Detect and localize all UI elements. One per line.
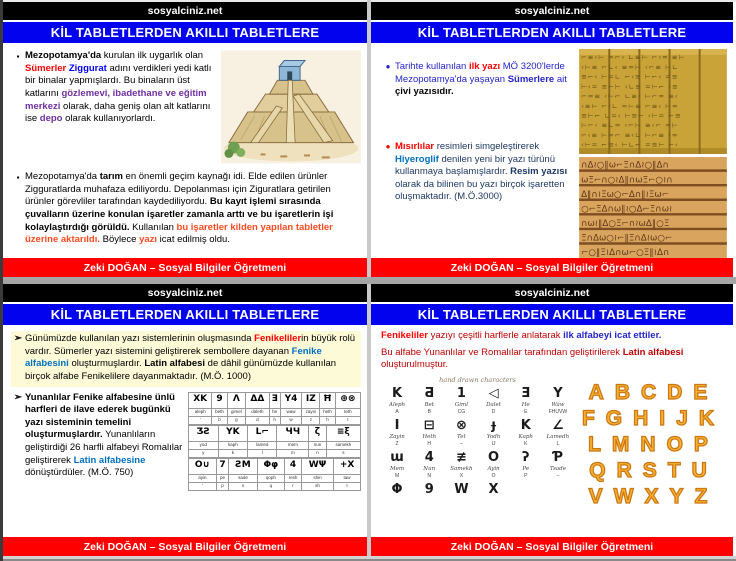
paragraph [381, 347, 725, 372]
text-column [381, 49, 571, 258]
highlighted-paragraph [11, 331, 361, 387]
letter-name: Zayin [389, 433, 405, 440]
letter-name: Samekh [450, 465, 473, 472]
latin-value: O [491, 472, 496, 479]
hand-drawn-glyph: Ƥ [552, 449, 563, 465]
text-segment: gözlemevi, ibadethane ve eğitim merkezi [25, 87, 207, 112]
text-segment: oluşturulmuştur. [381, 359, 449, 371]
slide-bottom-left [3, 284, 367, 556]
phoenician-glyph: O∪ [189, 458, 217, 474]
hand-drawn-glyph: K [520, 417, 531, 433]
hand-drawn-glyph: Ƌ [424, 385, 435, 401]
letter-name: sade [229, 474, 258, 482]
svg-text:‹⊢= ⌐≡‹ ⊢∟⌐ =≡⊢ ⌐‹: ‹⊢= ⌐≡‹ ⊢∟⌐ =≡⊢ ⌐‹ [581, 141, 679, 150]
round-bullet-icon: ● [385, 141, 391, 151]
text-segment: Mezopotamya'da [25, 50, 102, 61]
slide-title-bar [3, 304, 367, 325]
text-segment: Sümerlere [507, 73, 555, 85]
latin-row: ABCDE [588, 380, 719, 404]
phoenician-glyph: WΨ [301, 458, 333, 474]
slide-bottom-right [371, 284, 733, 556]
letter-name: beth [212, 408, 227, 416]
text-segment: Böylece [99, 234, 140, 246]
latin-value: FHUVW [548, 408, 568, 415]
svg-text:⌐‹≡ ⊢=⌐ ≡‹∟ ⊢⌐≡ ‹=: ⌐‹≡ ⊢=⌐ ≡‹∟ ⊢⌐≡ ‹= [581, 131, 679, 140]
text-segment: ilk yazı [468, 61, 501, 72]
latin-value: M [394, 472, 400, 479]
hand-drawn-glyph: ⊟ [423, 417, 435, 433]
latin-value: L [556, 440, 560, 447]
slide-footer-bar [371, 258, 733, 277]
svg-text:⊢‹= ≡⌐⊢ ‹∟≡ =⊢⌐ ‹≡: ⊢‹= ≡⌐⊢ ‹∟≡ =⊢⌐ ‹≡ [581, 82, 679, 91]
letter-name: samekh [326, 441, 360, 449]
letter-name: taw [334, 474, 361, 482]
site-banner [3, 2, 367, 20]
latin-value: s [229, 482, 258, 490]
letter-name: Waw [551, 401, 565, 408]
text-segment: Bu alfabe Yunanlılar ve Romalılar tarafından geliştirilerek [381, 346, 623, 358]
text-segment: en önemli geçim kaynağı idi. Elde edilen ürünler Zigguratlarda muhafaza ediliyordu. Depolanması için Ziguratlara getirilen ürünler görevliler tarafından kaydediliyordu. [25, 171, 331, 208]
svg-text:○⌐ΞΔ∩ω∥≀○Δ⌐Ξ∩ω≀: ○⌐ΞΔ∩ω∥≀○Δ⌐Ξ∩ω≀ [581, 204, 673, 215]
text-segment: yazı [139, 234, 158, 246]
text-segment: Resim yazısı [510, 166, 568, 178]
hand-drawn-characters-chart [381, 376, 574, 510]
hand-drawn-glyph: 1 [456, 385, 466, 401]
svg-text:⊢⌐‹ ≡∟= ‹⌐⊢ ≡‹⌐ =⊢: ⊢⌐‹ ≡∟= ‹⌐⊢ ≡‹⌐ =⊢ [581, 121, 679, 130]
chart-caption: hand drawn characters [439, 375, 516, 384]
bullet-text [395, 61, 571, 99]
slide-body [3, 43, 367, 258]
latin-value: n [309, 449, 326, 457]
text-segment: Bu kayıt işlemi sırasında çuvalların üzerine konulan işaretler zamanla arttı ve bu işaretlerin işi kolaylaştırdığı görüldü. [25, 196, 334, 233]
letter-name: resh [285, 474, 302, 482]
text-segment: Kullanılan [129, 221, 177, 233]
text-segment: Fenike alfabesini [25, 345, 322, 370]
latin-value: q [257, 482, 284, 490]
text-segment: olarak da bilinen bu yazı birçok işaretten oluşmaktadır. (M.Ö.3000) [395, 178, 565, 203]
svg-text:∩Δ≀○∥ω⌐Ξ∩Δ≀○∥Δ∩: ∩Δ≀○∥ω⌐Ξ∩Δ≀○∥Δ∩ [581, 160, 669, 171]
text-segment: Mezopotamya'da [25, 171, 100, 182]
phoenician-glyph: YK [218, 425, 248, 441]
letter-name: Kaph [518, 433, 533, 440]
paragraph [381, 330, 725, 343]
svg-text:⌐≡‹⊢ =⌐‹ ∟≡⊢ ⌐‹= ≡⊢: ⌐≡‹⊢ =⌐‹ ∟≡⊢ ⌐‹= ≡⊢ [581, 53, 686, 62]
letter-name: Heth [422, 433, 437, 440]
latin-value: IJ [491, 440, 496, 447]
text-segment: Hiyeroglif [395, 153, 439, 165]
letter-name: pe [216, 474, 229, 482]
latin-value: k [218, 449, 248, 457]
svg-text:⌐○∥Ξ≀Δ∩ω⌐○Ξ∥≀Δ∩: ⌐○∥Ξ≀Δ∩ω⌐○Ξ∥≀Δ∩ [581, 248, 670, 258]
latin-value: y [189, 449, 219, 457]
content-row [11, 50, 361, 164]
letter-name: zayin [302, 408, 320, 416]
latin-value: X [459, 472, 464, 479]
latin-value: ' [189, 482, 217, 490]
site-name: sosyalciniz.net [147, 5, 223, 17]
hand-drawn-glyph: ɯ [390, 449, 404, 465]
phoenician-glyph: Y4 [280, 392, 302, 408]
latin-row: QRSTU [589, 458, 718, 482]
cuneiform-tablet-image [577, 49, 729, 154]
latin-value: z [302, 416, 320, 424]
latin-value: sh [301, 482, 333, 490]
bullet-text [395, 141, 571, 204]
letter-name: heth [320, 408, 335, 416]
letter-name: He [521, 401, 530, 408]
latin-value: h [269, 416, 280, 424]
letter-name: Ayin [487, 465, 500, 472]
text-segment: Fenikeliler [254, 333, 302, 344]
site-name: sosyalciniz.net [514, 5, 590, 17]
text-segment: Yunanlıların geliştirdiği 26 harfli alfabeyi Romalılar geliştirerek [25, 429, 183, 466]
phoenician-glyph: 4 [285, 458, 302, 474]
phoenician-glyph: ƧM [229, 458, 258, 474]
text-segment: Latin alfabesi [622, 346, 684, 358]
text-segment: icat edilmiş oldu. [157, 234, 230, 246]
latin-value: – [460, 440, 463, 447]
letter-name: Giml [454, 401, 468, 408]
site-banner [371, 2, 733, 20]
slide-title: KİL TABLETLERDEN AKILLI TABLETLERE [417, 307, 687, 322]
latin-row: FGHIJK [581, 406, 725, 430]
phoenician-glyph: Ǝ [269, 392, 280, 408]
hand-drawn-glyph: I [394, 417, 400, 433]
letter-name: shin [301, 474, 333, 482]
letter-name: Aleph [389, 401, 406, 408]
bullet-text [25, 333, 357, 384]
text-segment: Latin alfabesine [73, 454, 146, 466]
phoenician-alphabet-table [188, 392, 361, 491]
letter-name: he [269, 408, 280, 416]
latin-row: VWXYZ [588, 484, 719, 508]
text-segment: tarım [99, 171, 123, 182]
phoenician-glyph: IZ [302, 392, 320, 408]
latin-value: N [427, 472, 432, 479]
phoenician-glyph: Λ [227, 392, 245, 408]
hand-drawn-glyph: ɟ [491, 417, 496, 433]
phoenician-glyph: Φφ [257, 458, 284, 474]
author-credit: Zeki DOĞAN – Sosyal Bilgiler Öğretmeni [450, 540, 654, 553]
letter-name: Dalet [486, 401, 502, 408]
latin-value: D [491, 408, 496, 415]
text-segment: Mısırlılar [395, 140, 435, 152]
text-segment: Sümerler [25, 62, 67, 74]
latin-value: H [427, 440, 432, 447]
hand-drawn-glyph: 9 [424, 481, 434, 497]
site-name: sosyalciniz.net [147, 287, 223, 299]
phoenician-glyph: Ħ [320, 392, 335, 408]
latin-row: LMNOP [588, 432, 719, 456]
letter-name: lamed [248, 441, 277, 449]
latin-value: h [320, 416, 335, 424]
latin-value: s [326, 449, 360, 457]
content-row [381, 376, 725, 510]
text-segment: denilen yeni bir yazı türünü kullanmaya başlamışlardır. [395, 153, 555, 178]
slide-title-bar [3, 22, 367, 43]
text-segment: ilk alfabeyi icat ettiler. [563, 330, 662, 341]
arrow-bullet-icon: ➢ [13, 333, 23, 344]
bullet-item [11, 171, 361, 247]
letter-name: Lamedh [546, 433, 570, 440]
letter-name: kaph [218, 441, 248, 449]
hand-drawn-glyph: Ǝ [521, 385, 531, 401]
slide-title-bar [371, 22, 733, 43]
text-segment: olarak kullanıyorlardı. [62, 113, 156, 125]
text-segment: in büyük rolü vardır. Sümerler yazı sistemini geliştirerek sembollere dayanan [25, 333, 356, 357]
letter-name: Mem [390, 465, 405, 472]
bullet-item [381, 141, 571, 204]
text-segment: dönüştürdüler. (M.Ö. 750) [25, 467, 134, 479]
arrow-bullet-icon: ➢ [13, 391, 23, 403]
image-column [577, 49, 729, 258]
text-segment: MÖ 3200'lerde Mezopotamya'da yaşayan [395, 61, 565, 85]
text-segment: Günümüzde kullanılan yazı sistemlerinin oluşmasında [25, 333, 255, 344]
latin-value: p [216, 482, 229, 490]
phoenician-glyph: 7 [216, 458, 229, 474]
text-segment: adını verdikleri yedi katlı bir binalar yapmışlardı. Bu binaların üst katlarını [25, 62, 212, 99]
latin-value: m [277, 449, 309, 457]
hand-drawn-glyph: ≢ [455, 449, 467, 465]
phoenician-glyph: +X [334, 458, 361, 474]
letter-name: Tsade [549, 465, 566, 472]
latin-value: t [334, 482, 361, 490]
round-bullet-icon: ● [385, 62, 391, 71]
hand-drawn-glyph: W [454, 481, 469, 497]
letter-name: Tet [457, 433, 466, 440]
phoenician-glyph: ≡ξ [326, 425, 360, 441]
hand-drawn-glyph: O [488, 449, 500, 465]
slide-footer-bar [371, 537, 733, 556]
phoenician-glyph: ЧЧ [277, 425, 309, 441]
author-credit: Zeki DOĞAN – Sosyal Bilgiler Öğretmeni [83, 261, 287, 274]
latin-alphabet-graphic [582, 376, 725, 510]
hand-drawn-glyph: Φ [391, 481, 403, 497]
phoenician-glyph: ΧK [189, 392, 212, 408]
text-segment: de dâhil günümüzde kullanılan birçok alfabe Fenikelilere dayanmaktadır. (M.Ö. 1000) [25, 358, 337, 382]
svg-text:≡⊢⌐ ∟=‹ ⊢≡⌐ ‹⊢= ⌐≡: ≡⊢⌐ ∟=‹ ⊢≡⌐ ‹⊢= ⌐≡ [581, 111, 682, 120]
letter-name: Bet [424, 401, 434, 408]
text-segment: Latin alfabesi [144, 358, 206, 370]
letter-name: yod [189, 441, 219, 449]
slide-footer-bar [3, 258, 367, 277]
latin-value: E [524, 408, 528, 415]
phoenician-glyph: ΔΔ [246, 392, 269, 408]
svg-text:≡⌐‹ ⊢=∟ ⌐‹≡ ⊢⌐‹ =≡: ≡⌐‹ ⊢=∟ ⌐‹≡ ⊢⌐‹ =≡ [581, 73, 679, 82]
slide-title: KİL TABLETLERDEN AKILLI TABLETLERE [417, 25, 687, 40]
svg-text:Ξ∩Δω○≀⌐∥Ξ∩Δ≀ω○⌐: Ξ∩Δω○≀⌐∥Ξ∩Δ≀ω○⌐ [581, 233, 673, 244]
slide-top-left [3, 2, 367, 277]
text-segment: Fenikeliler [381, 330, 428, 341]
slide-title: KİL TABLETLERDEN AKILLI TABLETLERE [50, 25, 320, 40]
author-credit: Zeki DOĞAN – Sosyal Bilgiler Öğretmeni [83, 540, 287, 553]
latin-value: b [212, 416, 227, 424]
hand-drawn-glyph: 4 [424, 449, 434, 465]
letter-name: gimel [227, 408, 245, 416]
letter-name: Yodh [486, 433, 501, 440]
text-segment: çivi yazısıdır. [395, 86, 454, 98]
author-credit: Zeki DOĞAN – Sosyal Bilgiler Öğretmeni [450, 261, 654, 274]
letter-name: Nun [423, 465, 436, 472]
hand-drawn-glyph: ʔ [522, 449, 530, 465]
bullet-text [25, 50, 217, 126]
bullet-item [11, 392, 183, 491]
svg-text:⌐=≡ ‹⊢⌐ ∟≡‹ ⊢⌐= ≡‹: ⌐=≡ ‹⊢⌐ ∟≡‹ ⊢⌐= ≡‹ [581, 92, 679, 101]
svg-text:Δ∥∩≀Ξω○⌐Δ∩∥≀Ξω⌐: Δ∥∩≀Ξω○⌐Δ∩∥≀Ξω⌐ [581, 189, 670, 200]
latin-value: t [335, 416, 360, 424]
slide-body [371, 43, 733, 258]
hand-drawn-glyph: ⊗ [455, 417, 467, 433]
latin-value: P [524, 472, 528, 479]
ziggurat-illustration [221, 50, 361, 164]
latin-value: d [246, 416, 269, 424]
phoenician-glyph: ƷƧ [189, 425, 219, 441]
letter-name: waw [280, 408, 302, 416]
svg-text:ωΞ⌐∩○≀Δ∥∩ωΞ⌐○≀∩: ωΞ⌐∩○≀Δ∥∩ωΞ⌐○≀∩ [581, 175, 673, 186]
letter-name: mem [277, 441, 309, 449]
text-segment: oluşturmuşlardır. [68, 358, 145, 370]
site-banner [3, 284, 367, 302]
text-segment: Tarihte kullanılan [395, 61, 469, 72]
hand-drawn-glyph: ∠ [552, 417, 564, 433]
hand-drawn-glyph: X [488, 481, 499, 497]
letter-name: nun [309, 441, 326, 449]
latin-value: ' [189, 416, 212, 424]
letter-name: teth [335, 408, 360, 416]
square-bullet-icon: ▪ [16, 52, 20, 61]
letter-name: aleph [189, 408, 212, 416]
phoenician-glyph: 9 [212, 392, 227, 408]
slide-title: KİL TABLETLERDEN AKILLI TABLETLERE [50, 307, 320, 322]
latin-value: l [248, 449, 277, 457]
text-segment: Ziggurat [68, 62, 107, 74]
bullet-item [11, 50, 217, 164]
slide-divider-horizontal [0, 277, 736, 284]
latin-value: – [556, 472, 560, 479]
svg-text:‹≡⊢ ⌐‹∟ =⊢≡ ⌐≡‹ ⊢=: ‹≡⊢ ⌐‹∟ =⊢≡ ⌐≡‹ ⊢= [581, 102, 679, 111]
text-segment: kurulan ilk uygarlık olan [101, 50, 204, 61]
text-segment: bu işaretler kilden yapılan tabletler üzerine aktarıldı. [25, 221, 333, 246]
text-segment: olarak, daha geniş olan alt katlarını ise [25, 100, 211, 125]
svg-text:‹⊢≡ ⌐∟‹ ≡=⊢ ‹⌐≡ ⊢∟: ‹⊢≡ ⌐∟‹ ≡=⊢ ‹⌐≡ ⊢∟ [581, 63, 679, 72]
bullet-text [25, 171, 361, 247]
slide-body [371, 325, 733, 537]
text-segment: Yunanlılar Fenike alfabesine ünlü harfleri de ilave ederek bugünkü yazı sisteminin temelini oluşturmuşlardır. [25, 391, 175, 441]
svg-text:∩ω≀∥Δ○Ξ⌐∩≀ωΔ∥○Ξ: ∩ω≀∥Δ○Ξ⌐∩≀ωΔ∥○Ξ [581, 218, 670, 229]
site-banner [371, 284, 733, 302]
latin-value: w [280, 416, 302, 424]
letter-name: qoph [257, 474, 284, 482]
text-segment: ait [554, 73, 567, 85]
hand-drawn-glyph: ◁ [488, 385, 499, 401]
phoenician-glyph: ⊕⊗ [335, 392, 360, 408]
phoenician-glyph: ζ [309, 425, 326, 441]
bullet-text [25, 392, 183, 480]
slide-title-bar [371, 304, 733, 325]
bullet-item [381, 61, 571, 99]
latin-value: A [395, 408, 399, 415]
letter-name: daleth [246, 408, 269, 416]
hand-drawn-glyph: Y [553, 385, 563, 401]
site-name: sosyalciniz.net [514, 287, 590, 299]
hieroglyph-panel-image [577, 157, 729, 258]
slide-top-right [371, 2, 733, 277]
latin-value: r [285, 482, 302, 490]
text-segment: depo [39, 113, 63, 125]
text-segment: resimleri simgeleştirerek [434, 140, 540, 152]
slide-footer-bar [3, 537, 367, 556]
latin-value: g [227, 416, 245, 424]
latin-value: Z [395, 440, 399, 447]
hand-drawn-glyph: K [392, 385, 403, 401]
content-row [11, 392, 361, 491]
latin-value: CG [457, 408, 466, 415]
phoenician-glyph: L⌐ [248, 425, 277, 441]
slide-body [3, 325, 367, 537]
square-bullet-icon: ▪ [16, 173, 20, 182]
letter-name: ayin [189, 474, 217, 482]
latin-value: B [427, 408, 431, 415]
latin-value: K [524, 440, 528, 447]
letter-name: Pe [522, 465, 530, 472]
text-segment: yazıyı çeşitli harflerle anlatarak [428, 330, 564, 341]
